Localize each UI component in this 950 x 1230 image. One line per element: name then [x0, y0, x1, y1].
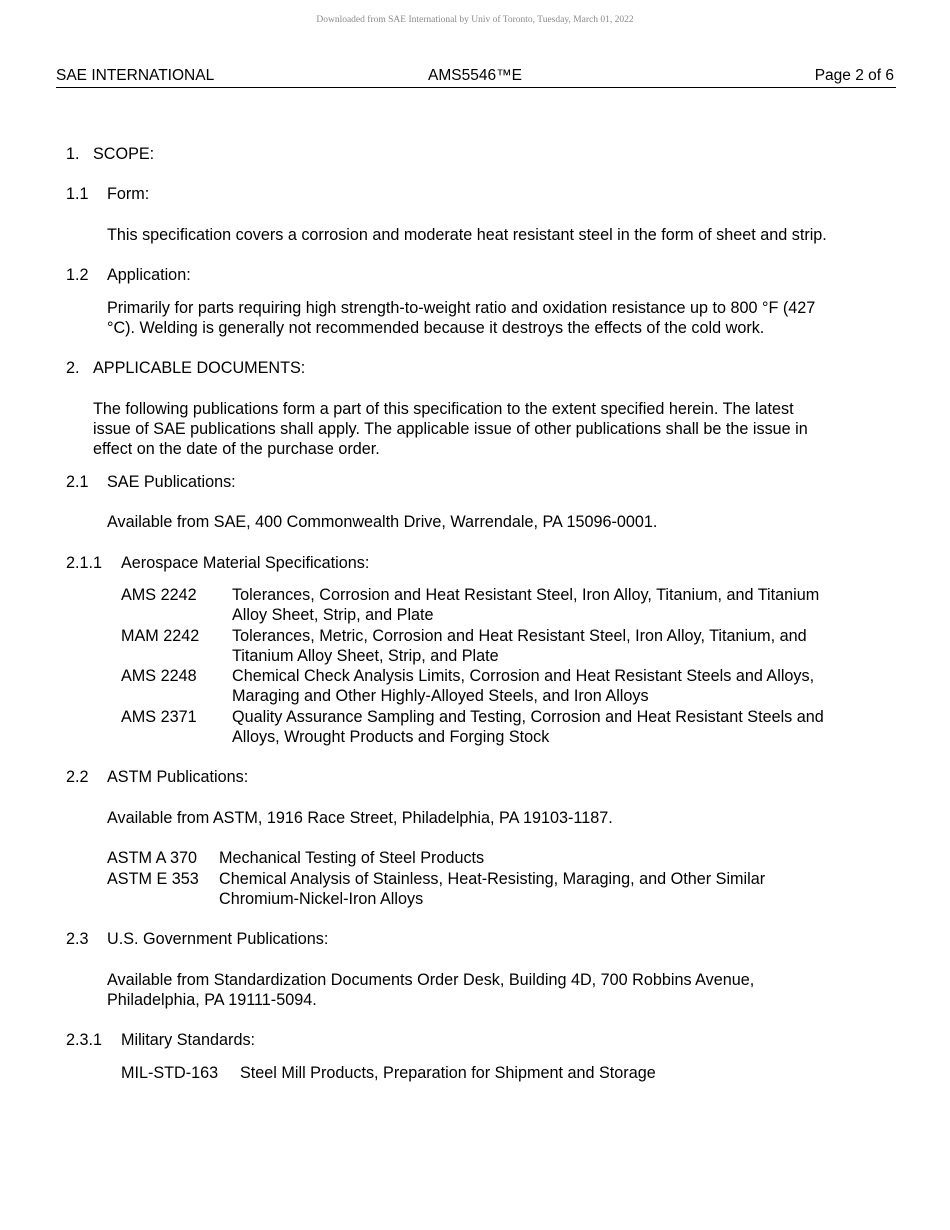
section-1-number: 1.	[66, 145, 80, 163]
section-1-1-text: This specification covers a corrosion and moderate heat resistant steel in the form of sheet and strip.	[107, 226, 827, 244]
section-1-2-title: Application:	[107, 266, 191, 284]
reference-title-line: Steel Mill Products, Preparation for Shipment and Storage	[240, 1064, 656, 1082]
section-1-2-number: 1.2	[66, 266, 89, 284]
section-2-3-text-line: Available from Standardization Documents Order Desk, Building 4D, 700 Robbins Avenue,	[107, 971, 755, 989]
section-2-title: APPLICABLE DOCUMENTS:	[93, 359, 306, 377]
section-2-text-line: effect on the date of the purchase order.	[93, 440, 380, 458]
reference-code: AMS 2242	[121, 586, 197, 604]
section-2-3-text-line: Philadelphia, PA 19111-5094.	[107, 991, 317, 1009]
section-1-1-number: 1.1	[66, 185, 89, 203]
reference-code: AMS 2371	[121, 708, 197, 726]
header-page-number: Page 2 of 6	[814, 67, 894, 84]
section-2-1-title: SAE Publications:	[107, 473, 236, 491]
section-2-2-title: ASTM Publications:	[107, 768, 249, 786]
reference-code: MAM 2242	[121, 627, 200, 645]
reference-title-line: Tolerances, Metric, Corrosion and Heat Resistant Steel, Iron Alloy, Titanium, and	[232, 627, 807, 645]
page-header	[56, 66, 896, 88]
reference-code: ASTM A 370	[107, 849, 197, 867]
section-2-3-number: 2.3	[66, 930, 89, 948]
reference-title-line: Alloys, Wrought Products and Forging Stock	[232, 728, 550, 746]
section-1-2-text-line: Primarily for parts requiring high strength-to-weight ratio and oxidation resistance up to 800 °F (427	[107, 299, 816, 317]
reference-code: MIL-STD-163	[121, 1064, 219, 1082]
section-1-1-title: Form:	[107, 185, 150, 203]
header-publisher: SAE INTERNATIONAL	[56, 67, 215, 84]
reference-title-line: Alloy Sheet, Strip, and Plate	[232, 606, 434, 624]
section-2-1-1-title: Aerospace Material Specifications:	[121, 554, 370, 572]
reference-title-line: Chromium-Nickel-Iron Alloys	[219, 890, 424, 908]
reference-title-line: Quality Assurance Sampling and Testing, Corrosion and Heat Resistant Steels and	[232, 708, 824, 726]
reference-code: ASTM E 353	[107, 870, 199, 888]
reference-title-line: Titanium Alloy Sheet, Strip, and Plate	[232, 647, 499, 665]
section-2-3-1-title: Military Standards:	[121, 1031, 256, 1049]
section-2-number: 2.	[66, 359, 80, 377]
download-watermark: Downloaded from SAE International by Univ of Toronto, Tuesday, March 01, 2022	[316, 15, 634, 25]
section-2-1-number: 2.1	[66, 473, 89, 491]
section-2-text-line: The following publications form a part of this specification to the extent specified herein. The latest	[93, 400, 794, 418]
reference-title-line: Chemical Check Analysis Limits, Corrosion and Heat Resistant Steels and Alloys,	[232, 667, 815, 685]
section-1-title: SCOPE:	[93, 145, 155, 163]
section-2-3-title: U.S. Government Publications:	[107, 930, 329, 948]
section-2-1-1-number: 2.1.1	[66, 554, 103, 572]
section-2-2-text: Available from ASTM, 1916 Race Street, Philadelphia, PA 19103-1187.	[107, 809, 613, 827]
section-2-2-number: 2.2	[66, 768, 89, 786]
section-2-3-1-number: 2.3.1	[66, 1031, 103, 1049]
reference-code: AMS 2248	[121, 667, 197, 685]
header-document-number: AMS5546™E	[428, 67, 522, 84]
section-2-1-text: Available from SAE, 400 Commonwealth Drive, Warrendale, PA 15096-0001.	[107, 513, 658, 531]
reference-title-line: Chemical Analysis of Stainless, Heat-Resisting, Maraging, and Other Similar	[219, 870, 766, 888]
reference-title-line: Tolerances, Corrosion and Heat Resistant Steel, Iron Alloy, Titanium, and Titanium	[232, 586, 820, 604]
section-2-text-line: issue of SAE publications shall apply. The applicable issue of other publications shall be the issue in	[93, 420, 808, 438]
section-1-2-text-line: °C). Welding is generally not recommended because it destroys the effects of the cold work.	[107, 319, 765, 337]
reference-title-line: Maraging and Other Highly-Alloyed Steels, and Iron Alloys	[232, 687, 649, 705]
reference-title-line: Mechanical Testing of Steel Products	[219, 849, 485, 867]
